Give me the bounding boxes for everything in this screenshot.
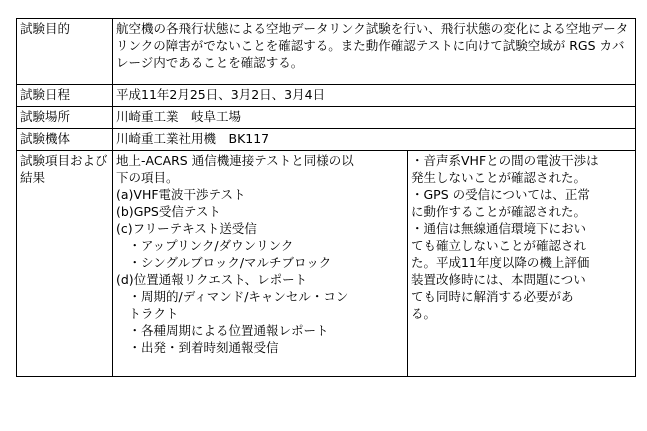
test-summary-table	[16, 18, 636, 377]
row-purpose	[17, 19, 636, 85]
items-line: ・シングルブロック/マルチブロック	[116, 255, 332, 270]
value-purpose: 航空機の各飛行状態による空地データリンク試験を行い、飛行状態の変化による空地データリンクの障害がでないことを確認する。また動作確認テストに向けて試験空域が RGS カバレージ内であることを確認する。	[113, 19, 636, 85]
items-line: (d)位置通報リクエスト、レポート	[116, 272, 308, 287]
value-location: 川崎重工業 岐阜工場	[113, 107, 636, 129]
results-line: ・音声系VHFとの間の電波干渉は	[411, 153, 599, 168]
results-line: ・GPS の受信については、正常	[411, 187, 590, 202]
results-list	[408, 151, 636, 377]
results-line: ても同時に解消する必要があ	[411, 289, 574, 304]
items-list	[113, 151, 408, 377]
label-schedule: 試験日程	[17, 85, 113, 107]
results-line: ても確立しないことが確認され	[411, 238, 587, 253]
row-schedule	[17, 85, 636, 107]
results-line: 発生しないことが確認された。	[411, 170, 587, 185]
results-line: た。平成11年度以降の機上評価	[411, 255, 590, 270]
value-schedule: 平成11年2月25日、3月2日、3月4日	[113, 85, 636, 107]
label-location: 試験場所	[17, 107, 113, 129]
items-line: ・アップリンク/ダウンリンク	[116, 238, 294, 253]
items-line: ・各種周期による位置通報レポート	[116, 323, 329, 338]
row-aircraft	[17, 129, 636, 151]
items-line: ・出発・到着時刻通報受信	[116, 340, 279, 355]
row-location	[17, 107, 636, 129]
label-items: 試験項目および結果	[17, 151, 113, 377]
items-line: (a)VHF電波干渉テスト	[116, 187, 246, 202]
results-line: 装置改修時には、本問題につい	[411, 272, 586, 287]
label-aircraft: 試験機体	[17, 129, 113, 151]
value-aircraft: 川崎重工業社用機 BK117	[113, 129, 636, 151]
label-purpose: 試験目的	[17, 19, 113, 85]
items-line: 地上-ACARS 通信機連接テストと同様の以	[116, 153, 354, 168]
items-line: トラクト	[116, 306, 179, 321]
results-line: る。	[411, 306, 437, 321]
items-line: (b)GPS受信テスト	[116, 204, 221, 219]
results-line: に動作することが確認された。	[411, 204, 587, 219]
items-line: ・周期的/ディマンド/キャンセル・コン	[116, 289, 349, 304]
row-items	[17, 151, 636, 377]
items-line: 下の項目。	[116, 170, 179, 185]
results-line: ・通信は無線通信環境下におい	[411, 221, 587, 236]
items-line: (c)フリーテキスト送受信	[116, 221, 257, 236]
